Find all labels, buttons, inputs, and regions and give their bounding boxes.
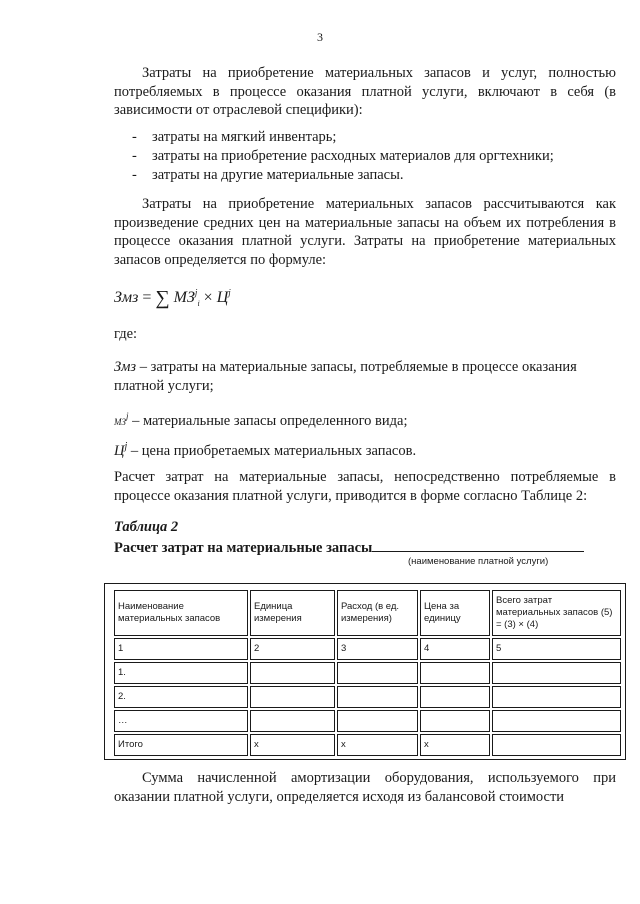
service-name-blank	[372, 537, 584, 552]
table-cell: х	[420, 734, 490, 756]
list-item-text: затраты на мягкий инвентарь;	[152, 129, 337, 145]
table-row	[114, 686, 621, 708]
list-dash: -	[132, 129, 137, 145]
where-label: где:	[114, 326, 138, 342]
formula-equals: =	[142, 289, 152, 306]
definition-symbol-sup: j	[124, 441, 128, 452]
table-cell: 5	[492, 638, 621, 660]
table-header-cell: Всего затрат материальных запасов (5) = (3) × (4)	[492, 590, 621, 636]
table-cell	[250, 686, 335, 708]
list-item-text: затраты на другие материальные запасы.	[152, 167, 404, 183]
table-cell: Итого	[114, 734, 248, 756]
definition-text: – затраты на материальные запасы, потребляемые в процессе оказания платной услуги;	[114, 359, 577, 394]
table-cell: 1	[114, 638, 248, 660]
table-row	[114, 638, 621, 660]
page-number: 3	[317, 30, 323, 44]
materials-table	[112, 588, 623, 758]
formula-term-mz-sub: i	[197, 299, 200, 309]
table-note: (наименование платной услуги)	[408, 556, 549, 567]
table-cell: х	[250, 734, 335, 756]
formula-times: ×	[203, 289, 213, 306]
table-header-cell: Единица измерения	[250, 590, 335, 636]
definition-text: – цена приобретаемых материальных запасов.	[127, 442, 417, 459]
paragraph-depreciation: Сумма начисленной амортизации оборудования, используемого при оказании платной услуги, определяется исходя из балансовой стоимости	[114, 770, 616, 805]
definition-price	[114, 438, 616, 460]
formula-lhs: Змз	[114, 289, 139, 306]
table-header-cell: Цена за единицу	[420, 590, 490, 636]
paragraph-intro: Затраты на приобретение материальных запасов и услуг, полностью потребляемых в процессе оказания платной услуги, включают в себя (в зависимости от отраслевой специфики):	[114, 65, 616, 118]
table-cell	[420, 662, 490, 684]
table-cell: 2.	[114, 686, 248, 708]
table-heading	[114, 537, 584, 557]
table-cell: 1.	[114, 662, 248, 684]
table-cell: 4	[420, 638, 490, 660]
table-heading-text: Расчет затрат на материальные запасы	[114, 540, 373, 556]
list-dash: -	[132, 167, 137, 183]
table-row	[114, 662, 621, 684]
cost-list	[114, 128, 616, 185]
table-cell	[492, 710, 621, 732]
table-cell	[337, 662, 418, 684]
formula-term-mz: МЗ	[173, 289, 195, 306]
table-cell: 3	[337, 638, 418, 660]
table-title: Таблица 2	[114, 519, 179, 535]
table-cell: х	[337, 734, 418, 756]
table-cell: …	[114, 710, 248, 732]
definition-zmz	[114, 358, 616, 395]
table-cell	[337, 710, 418, 732]
table-row	[114, 710, 621, 732]
definition-symbol-sup: j	[125, 411, 129, 421]
definition-symbol: МЗ	[114, 416, 126, 427]
list-item-text: затраты на приобретение расходных материалов для оргтехники;	[152, 148, 554, 164]
list-item	[114, 128, 616, 147]
paragraph-method: Затраты на приобретение материальных запасов рассчитываются как произведение средних цен на материальные запасы на объем их потребления в процессе оказания платной услуги. Затраты на приобретение материальных запасов определяется по формуле:	[114, 196, 616, 268]
table-total-row	[114, 734, 621, 756]
table-cell	[492, 686, 621, 708]
table-cell	[250, 710, 335, 732]
table-cell	[337, 686, 418, 708]
formula-term-price: Ц	[216, 289, 229, 306]
list-item	[114, 166, 616, 185]
table-cell	[492, 662, 621, 684]
table-cell	[420, 710, 490, 732]
table-header-cell: Наименование материальных запасов	[114, 590, 248, 636]
list-item	[114, 147, 616, 166]
table-cell	[492, 734, 621, 756]
definition-symbol: Змз	[114, 359, 137, 375]
definition-text: – материальные запасы определенного вида;	[128, 412, 408, 429]
definition-mz	[114, 407, 616, 431]
sum-symbol: ∑	[155, 287, 170, 309]
formula-term-price-sup: j	[228, 287, 231, 298]
table-cell	[420, 686, 490, 708]
formula	[114, 285, 231, 308]
paragraph-table-intro: Расчет затрат на материальные запасы, непосредственно потребляемые в процессе оказания платной услуги, приводится в форме согласно Таблице 2:	[114, 469, 616, 504]
table-cell	[250, 662, 335, 684]
table-header-row	[114, 590, 621, 636]
list-dash: -	[132, 148, 137, 164]
definition-symbol: Ц	[114, 442, 125, 459]
table-header-cell: Расход (в ед. измерения)	[337, 590, 418, 636]
formula-term-mz-sup: j	[194, 287, 198, 298]
table-cell: 2	[250, 638, 335, 660]
